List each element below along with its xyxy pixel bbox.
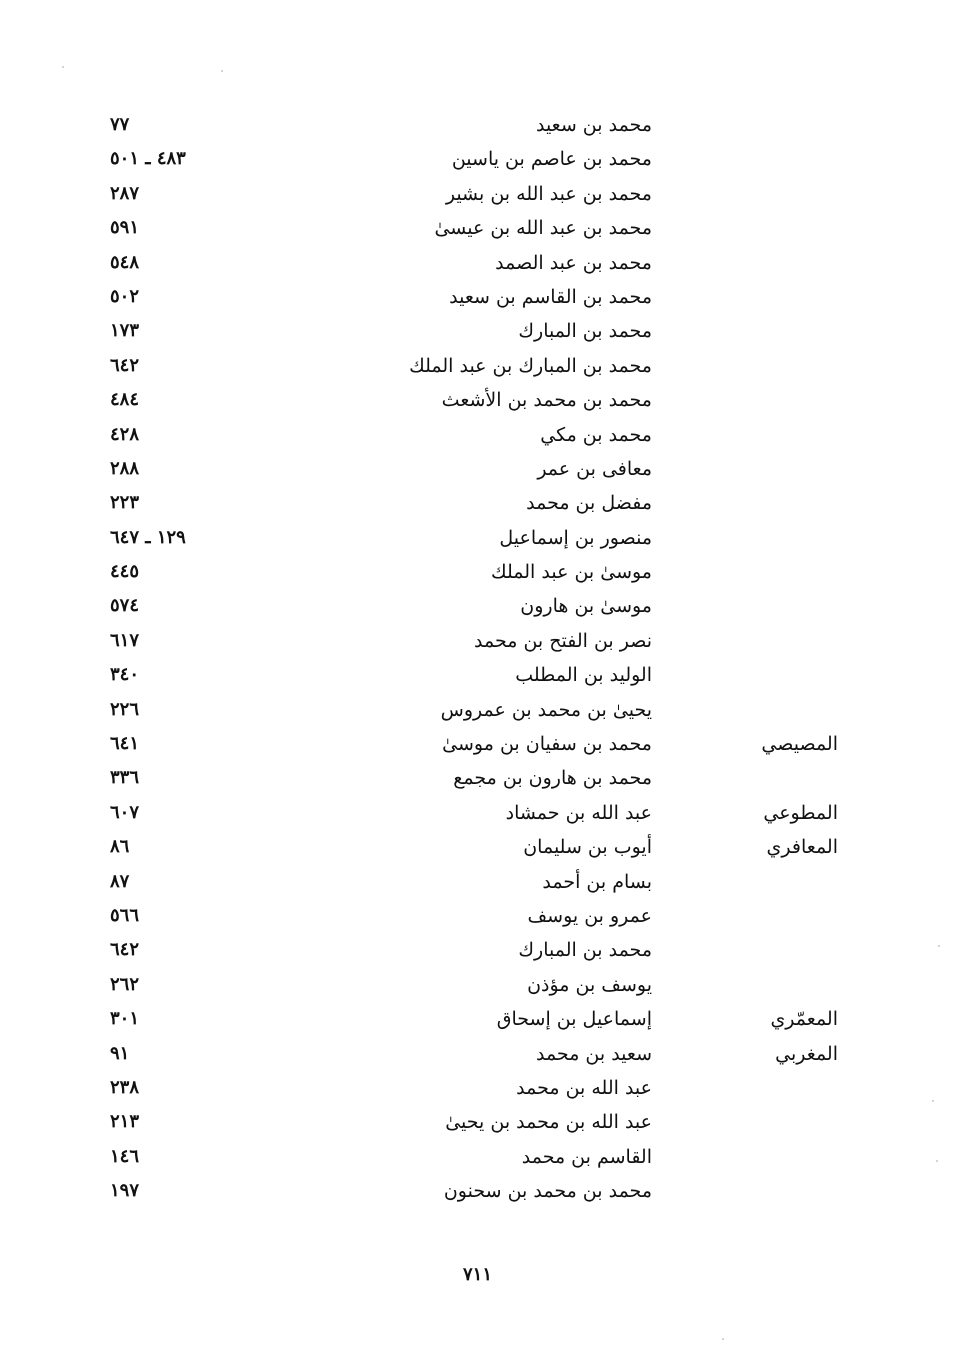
scan-speck bbox=[221, 70, 223, 72]
person-name: محمد بن المبارك بن عبد الملك bbox=[409, 354, 652, 377]
index-row bbox=[0, 624, 955, 658]
nisba-heading: المعمّري bbox=[770, 1008, 838, 1031]
person-name: عبد الله بن حمشاد bbox=[505, 801, 652, 824]
person-name: محمد بن القاسم بن سعيد bbox=[449, 285, 652, 308]
person-name: محمد بن المبارك bbox=[518, 320, 652, 343]
person-name: أيوب بن سليمان bbox=[523, 836, 652, 859]
person-name: الوليد بن المطلب bbox=[515, 664, 652, 687]
page-reference: ٤٨٤ bbox=[110, 389, 140, 411]
page-reference: ٥٧٤ bbox=[110, 595, 140, 617]
person-name: يوسف بن مؤذن bbox=[527, 973, 652, 996]
index-row bbox=[0, 1105, 955, 1139]
index-row bbox=[0, 1037, 955, 1071]
page-reference: ٦٤١ bbox=[110, 733, 140, 755]
person-name: عمرو بن يوسف bbox=[527, 904, 652, 927]
index-row bbox=[0, 899, 955, 933]
page-reference: ٣٣٦ bbox=[110, 767, 140, 789]
index-row bbox=[0, 349, 955, 383]
person-name: محمد بن سعيد bbox=[535, 114, 652, 136]
nisba-heading: المغربي bbox=[775, 1042, 838, 1065]
index-row bbox=[0, 314, 955, 348]
index-row bbox=[0, 418, 955, 452]
page-reference: ١٤٦ bbox=[110, 1145, 140, 1167]
index-row bbox=[0, 1174, 955, 1208]
index-row bbox=[0, 693, 955, 727]
person-name: بسام بن أحمد bbox=[542, 870, 652, 893]
index-row bbox=[0, 211, 955, 245]
person-name: نصر بن الفتح بن محمد bbox=[474, 629, 652, 652]
person-name: عبد الله بن محمد bbox=[516, 1076, 652, 1099]
index-list bbox=[0, 108, 955, 1209]
index-row bbox=[0, 727, 955, 761]
index-row bbox=[0, 383, 955, 417]
person-name: سعيد بن محمد bbox=[535, 1042, 652, 1065]
person-name: محمد بن محمد بن الأشعث bbox=[441, 389, 652, 412]
page-number: ٧١١ bbox=[462, 1264, 492, 1285]
index-row bbox=[0, 108, 955, 142]
person-name: محمد بن محمد بن سحنون bbox=[443, 1180, 652, 1203]
page-reference: ٨٦ bbox=[110, 836, 130, 858]
page-reference: ٥٦٦ bbox=[110, 904, 140, 926]
index-row bbox=[0, 177, 955, 211]
person-name: موسىٰ بن عبد الملك bbox=[490, 561, 652, 584]
page-reference: ٦٤٢ bbox=[110, 354, 140, 376]
page-reference: ٢٦٢ bbox=[110, 973, 140, 995]
nisba-heading: المطوعي bbox=[763, 801, 838, 824]
page-reference: ٤٢٨ bbox=[110, 423, 140, 445]
index-row bbox=[0, 933, 955, 967]
index-row bbox=[0, 142, 955, 176]
page-reference: ١٩٧ bbox=[110, 1180, 140, 1202]
index-row bbox=[0, 796, 955, 830]
person-name: القاسم بن محمد bbox=[521, 1145, 652, 1168]
page-reference: ٣٤٠ bbox=[110, 664, 140, 686]
page-reference: ٢٨٨ bbox=[110, 457, 140, 479]
index-row bbox=[0, 830, 955, 864]
page-reference: ٤٨٣ ـ ٥٠١ bbox=[110, 148, 186, 170]
page-reference: ٦٤٢ bbox=[110, 939, 140, 961]
index-row bbox=[0, 589, 955, 623]
person-name: إسماعيل بن إسحاق bbox=[496, 1008, 652, 1031]
page-reference: ٨٧ bbox=[110, 870, 130, 892]
page-reference: ١٢٩ ـ ٦٤٧ bbox=[110, 526, 186, 548]
nisba-heading: المعافري bbox=[766, 836, 838, 859]
scan-speck bbox=[936, 1160, 938, 1162]
index-row bbox=[0, 658, 955, 692]
page-reference: ٤٤٥ bbox=[110, 561, 140, 583]
index-row bbox=[0, 968, 955, 1002]
page-reference: ٦١٧ bbox=[110, 629, 140, 651]
person-name: محمد بن سفيان بن موسىٰ bbox=[442, 733, 652, 756]
scan-speck bbox=[932, 1100, 934, 1102]
nisba-heading: المصيصي bbox=[761, 733, 838, 756]
scan-speck bbox=[938, 945, 940, 947]
page-reference: ٦٠٧ bbox=[110, 801, 140, 823]
page-reference: ٧٧ bbox=[110, 114, 130, 135]
index-row bbox=[0, 521, 955, 555]
index-row bbox=[0, 555, 955, 589]
person-name: محمد بن عبد الله بن عيسىٰ bbox=[434, 217, 652, 240]
page-reference: ٢٢٦ bbox=[110, 698, 140, 720]
scan-speck bbox=[722, 1338, 724, 1340]
person-name: محمد بن هارون بن مجمع bbox=[453, 767, 652, 790]
index-row bbox=[0, 452, 955, 486]
page-reference: ٩١ bbox=[110, 1042, 130, 1064]
index-row bbox=[0, 1002, 955, 1036]
page-reference: ٣٠١ bbox=[110, 1008, 140, 1030]
index-row bbox=[0, 280, 955, 314]
page-reference: ٢٢٣ bbox=[110, 492, 140, 514]
page-reference: ٥٤٨ bbox=[110, 251, 140, 273]
index-row bbox=[0, 761, 955, 795]
person-name: محمد بن عبد الصمد bbox=[495, 251, 652, 274]
index-row bbox=[0, 486, 955, 520]
page-reference: ٢٣٨ bbox=[110, 1076, 140, 1098]
page-reference: ٢١٣ bbox=[110, 1111, 140, 1133]
index-row bbox=[0, 1071, 955, 1105]
person-name: محمد بن المبارك bbox=[518, 939, 652, 962]
person-name: منصور بن إسماعيل bbox=[499, 526, 652, 549]
person-name: محمد بن مكي bbox=[540, 423, 652, 446]
index-row bbox=[0, 865, 955, 899]
person-name: موسىٰ بن هارون bbox=[520, 595, 652, 618]
person-name: محمد بن عاصم بن ياسين bbox=[451, 148, 652, 171]
page-reference: ٥٩١ bbox=[110, 217, 140, 239]
person-name: مفضل بن محمد bbox=[526, 492, 652, 515]
page-reference: ٢٨٧ bbox=[110, 182, 140, 204]
person-name: يحيىٰ بن محمد بن عمروس bbox=[440, 698, 652, 721]
person-name: محمد بن عبد الله بن بشير bbox=[445, 182, 652, 205]
person-name: عبد الله بن محمد بن يحيىٰ bbox=[445, 1111, 652, 1134]
page-reference: ٥٠٢ bbox=[110, 285, 140, 307]
scan-speck bbox=[62, 66, 64, 68]
page-reference: ١٧٣ bbox=[110, 320, 140, 342]
person-name: معافى بن عمر bbox=[537, 457, 652, 480]
index-row bbox=[0, 246, 955, 280]
index-row bbox=[0, 1140, 955, 1174]
